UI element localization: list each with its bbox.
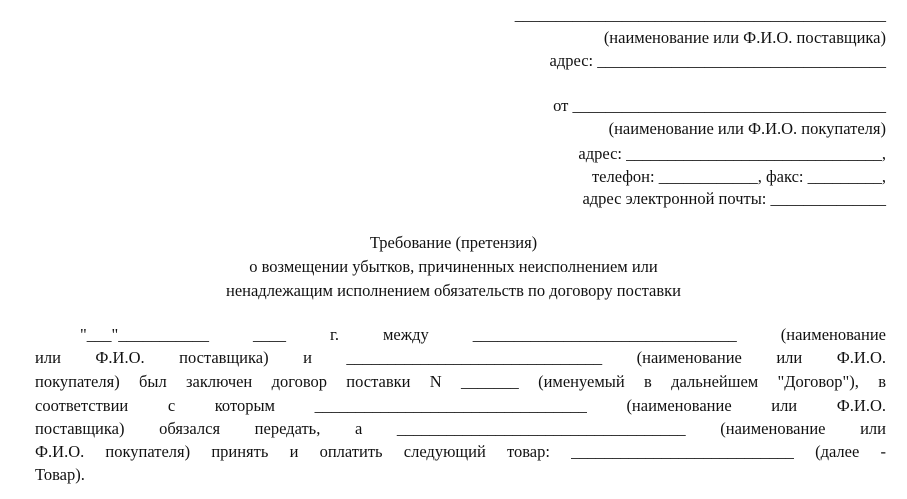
title-line-2: о возмещении убытков, причиненных неисполнением или (249, 257, 658, 276)
buyer-name-caption: (наименование или Ф.И.О. покупателя) (608, 119, 886, 138)
phone-fax-line: телефон: ____________, факс: _________, (591, 167, 886, 186)
buyer-name-blank: от ______________________________________ (553, 96, 886, 115)
body-line-6: Ф.И.О. покупателя) принять и оплатить следующий товар: ___________________________ (далее - (35, 442, 886, 461)
title-line-3: ненадлежащим исполнением обязательств по договору поставки (226, 281, 681, 300)
body-line-1: "___"___________ ____ г. между ________________________________ (наименование (80, 325, 886, 344)
body-line-7: Товар). (35, 465, 85, 484)
buyer-address-line: адрес: _______________________________, (578, 144, 886, 163)
supplier-name-caption: (наименование или Ф.И.О. поставщика) (603, 28, 886, 47)
supplier-address-line: адрес: ___________________________________ (549, 51, 886, 70)
body-line-5: поставщика) обязался передать, а ___________________________________ (наименование или (35, 419, 886, 438)
title-line-1: Требование (претензия) (369, 233, 538, 252)
body-line-3: покупателя) был заключен договор поставки N _______ (именуемый в дальнейшем "Договор"), в (35, 372, 886, 391)
email-line: адрес электронной почты: ______________ (582, 189, 886, 208)
body-line-2: или Ф.И.О. поставщика) и _______________________________ (наименование или Ф.И.О. (35, 348, 886, 367)
body-line-4: соответствии с которым _________________________________ (наименование или Ф.И.О. (35, 396, 886, 415)
supplier-name-blank: _____________________________________________ (514, 5, 886, 24)
